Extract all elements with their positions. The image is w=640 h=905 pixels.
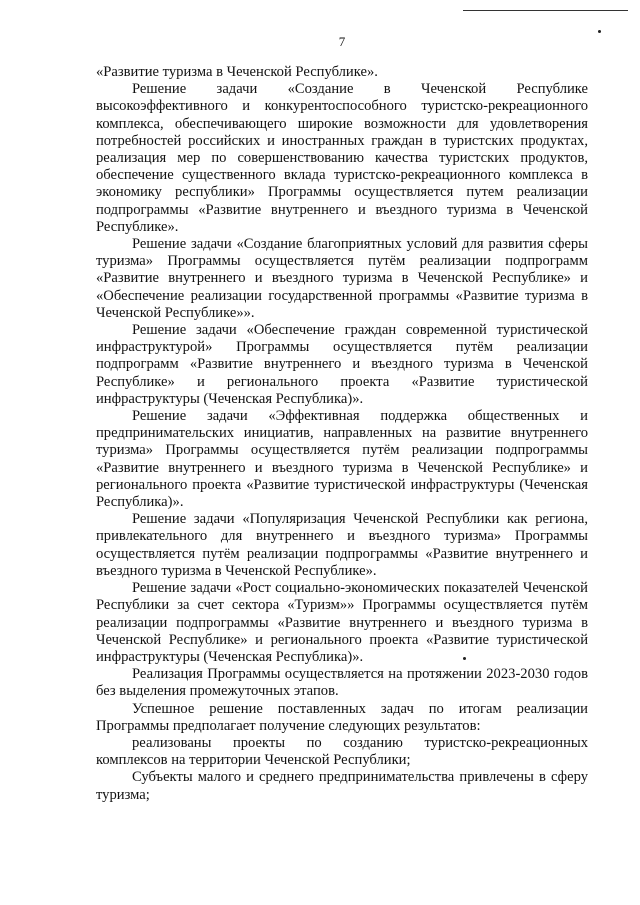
paragraph: Решение задачи «Обеспечение граждан современной туристической инфраструктурой» Программы осуществляется путём реализации подпрограмм «Развитие внутреннего и въездного туризма в Чеченской Республике» и регионального проекта «Развитие туристической инфраструктуры (Чеченская Республика)».: [96, 322, 588, 407]
page-number: 7: [338, 34, 346, 49]
paragraph: Решение задачи «Популяризация Чеченской Республики как региона, привлекательного для внутреннего и въездного туризма» Программы осуществляется путём реализации подпрограммы «Развитие внутреннего и въездного туризма в Чеченской Республике».: [96, 511, 588, 579]
paragraph: Субъекты малого и среднего предпринимательства привлечены в сферу туризма;: [96, 769, 588, 803]
body-text: [96, 64, 588, 804]
paragraph: Решение задачи «Создание благоприятных условий для развития сферы туризма» Программы осуществляется путём реализации подпрограмм «Развитие внутреннего и въездного туризма в Чеченской Республике» и «Обеспечение реализации государственной программы «Развитие туризма в Чеченской Республике»».: [96, 236, 588, 321]
paragraph: Реализация Программы осуществляется на протяжении 2023-2030 годов без выделения промежуточных этапов.: [96, 666, 588, 700]
top-rule: [463, 10, 628, 11]
paragraph: «Развитие туризма в Чеченской Республике».: [96, 64, 378, 80]
paragraph: реализованы проекты по созданию туристско-рекреационных комплексов на территории Чеченской Республики;: [96, 734, 588, 769]
paragraph: Успешное решение поставленных задач по итогам реализации Программы предполагает получение следующих результатов:: [96, 700, 588, 734]
paragraph: Решение задачи «Эффективная поддержка общественных и предпринимательских инициатив, направленных на развитие внутреннего туризма» Программы осуществляется путём реализации подпрограммы «Развитие внутреннего и въездного туризма в Чеченской Республике» и регионального проекта «Развитие туристической инфраструктуры (Чеченская Республика)».: [96, 408, 588, 511]
scan-speck: [598, 30, 601, 33]
paragraph: Решение задачи «Рост социально-экономических показателей Чеченской Республики за счет сектора «Туризм»» Программы осуществляется путём реализации подпрограммы «Развитие внутреннего и въездного туризма в Чеченской Республике» и регионального проекта «Развитие туристической инфраструктуры (Чеченская Республика)».: [96, 580, 588, 665]
paragraph: Решение задачи «Создание в Чеченской Республике высокоэффективного и конкурентоспособного туристско-рекреационного комплекса, обеспечивающего широкие возможности для удовлетворения потребностей российских и иностранных граждан в туристских продуктах, реализация мер по совершенствованию качества туристских продуктов, обеспечение существенного вклада туристско-рекреационного комплекса в экономику республики» Программы осуществляется путем реализации подпрограммы «Развитие внутреннего и въездного туризма в Чеченской Республике».: [96, 81, 588, 235]
